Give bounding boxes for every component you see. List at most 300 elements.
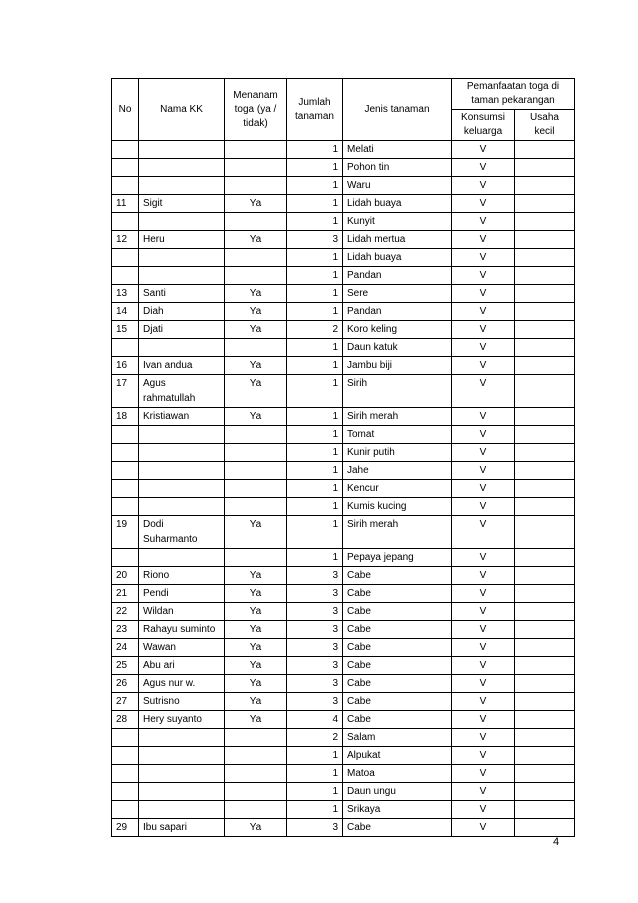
table-row [112,516,575,549]
cell-jenis-tanaman: Pepaya jepang [343,549,452,567]
cell-jenis-tanaman: Sirih [343,375,452,408]
cell-konsumsi: V [452,747,515,765]
cell-jumlah: 1 [287,549,343,567]
cell-menanam-toga [225,480,287,498]
cell-menanam-toga: Ya [225,657,287,675]
cell-usaha [515,195,575,213]
cell-nama-kk: Ibu sapari [139,819,225,837]
cell-menanam-toga [225,267,287,285]
cell-menanam-toga [225,339,287,357]
cell-no: 24 [112,639,139,657]
cell-jumlah: 1 [287,339,343,357]
cell-menanam-toga [225,213,287,231]
cell-nama-kk [139,549,225,567]
cell-menanam-toga: Ya [225,675,287,693]
cell-jumlah: 1 [287,801,343,819]
cell-usaha [515,408,575,426]
cell-usaha [515,711,575,729]
cell-jumlah: 3 [287,567,343,585]
cell-jenis-tanaman: Lidah buaya [343,195,452,213]
cell-no [112,480,139,498]
cell-no: 23 [112,621,139,639]
cell-menanam-toga [225,801,287,819]
table-row [112,159,575,177]
table-row [112,303,575,321]
cell-no [112,783,139,801]
cell-jumlah: 1 [287,285,343,303]
cell-nama-kk: Heru [139,231,225,249]
cell-konsumsi: V [452,549,515,567]
table-row [112,693,575,711]
cell-konsumsi: V [452,603,515,621]
cell-jenis-tanaman: Waru [343,177,452,195]
cell-menanam-toga [225,249,287,267]
cell-menanam-toga: Ya [225,408,287,426]
cell-jumlah: 1 [287,375,343,408]
cell-jumlah: 3 [287,693,343,711]
cell-no [112,177,139,195]
cell-usaha [515,639,575,657]
cell-no: 21 [112,585,139,603]
table-row [112,213,575,231]
cell-jenis-tanaman: Jambu biji [343,357,452,375]
header-usaha: Usaha kecil [515,110,575,141]
cell-konsumsi: V [452,375,515,408]
cell-nama-kk: Rahayu suminto [139,621,225,639]
cell-menanam-toga [225,498,287,516]
table-row [112,339,575,357]
cell-no: 16 [112,357,139,375]
cell-no [112,549,139,567]
table-row [112,765,575,783]
cell-nama-kk: Abu ari [139,657,225,675]
table-row [112,177,575,195]
table-row [112,711,575,729]
cell-jenis-tanaman: Cabe [343,639,452,657]
cell-konsumsi: V [452,516,515,549]
cell-jumlah: 1 [287,480,343,498]
cell-no [112,249,139,267]
cell-jumlah: 1 [287,516,343,549]
cell-jenis-tanaman: Alpukat [343,747,452,765]
cell-jenis-tanaman: Pandan [343,303,452,321]
header-menanam-toga: Menanam toga (ya / tidak) [225,79,287,141]
cell-no: 28 [112,711,139,729]
cell-no: 25 [112,657,139,675]
cell-menanam-toga [225,444,287,462]
cell-konsumsi: V [452,729,515,747]
table-row [112,231,575,249]
cell-konsumsi: V [452,159,515,177]
table-row [112,603,575,621]
cell-usaha [515,444,575,462]
cell-usaha [515,177,575,195]
cell-jumlah: 1 [287,303,343,321]
cell-konsumsi: V [452,657,515,675]
table-row [112,408,575,426]
cell-konsumsi: V [452,498,515,516]
cell-menanam-toga: Ya [225,357,287,375]
cell-jumlah: 1 [287,498,343,516]
cell-jumlah: 3 [287,621,343,639]
cell-usaha [515,675,575,693]
cell-usaha [515,321,575,339]
cell-konsumsi: V [452,621,515,639]
cell-usaha [515,765,575,783]
cell-no: 22 [112,603,139,621]
cell-no [112,267,139,285]
header-pemanfaatan: Pemanfaatan toga di taman pekarangan [452,79,575,110]
cell-menanam-toga: Ya [225,195,287,213]
table-row [112,285,575,303]
cell-usaha [515,603,575,621]
table-row [112,567,575,585]
cell-menanam-toga: Ya [225,603,287,621]
cell-no: 19 [112,516,139,549]
cell-nama-kk: Wildan [139,603,225,621]
cell-menanam-toga [225,177,287,195]
cell-usaha [515,375,575,408]
cell-konsumsi: V [452,585,515,603]
cell-usaha [515,462,575,480]
cell-konsumsi: V [452,213,515,231]
cell-jumlah: 2 [287,729,343,747]
header-jenis-tanaman: Jenis tanaman [343,79,452,141]
cell-jenis-tanaman: Matoa [343,765,452,783]
cell-nama-kk: Kristiawan [139,408,225,426]
cell-jenis-tanaman: Cabe [343,621,452,639]
cell-nama-kk [139,267,225,285]
cell-jumlah: 3 [287,675,343,693]
cell-konsumsi: V [452,231,515,249]
cell-menanam-toga: Ya [225,303,287,321]
cell-nama-kk [139,213,225,231]
cell-no [112,159,139,177]
table-row [112,819,575,837]
cell-no [112,747,139,765]
header-no: No [112,79,139,141]
cell-konsumsi: V [452,321,515,339]
cell-konsumsi: V [452,267,515,285]
cell-nama-kk [139,177,225,195]
cell-no [112,444,139,462]
cell-no: 18 [112,408,139,426]
cell-nama-kk: Djati [139,321,225,339]
cell-konsumsi: V [452,639,515,657]
cell-jumlah: 3 [287,819,343,837]
cell-menanam-toga: Ya [225,639,287,657]
cell-usaha [515,783,575,801]
cell-menanam-toga [225,783,287,801]
cell-nama-kk [139,426,225,444]
cell-nama-kk: Agus nur w. [139,675,225,693]
cell-nama-kk [139,765,225,783]
cell-jumlah: 1 [287,426,343,444]
cell-jumlah: 3 [287,657,343,675]
cell-menanam-toga: Ya [225,567,287,585]
table-row [112,747,575,765]
cell-jumlah: 1 [287,357,343,375]
cell-jumlah: 1 [287,159,343,177]
cell-nama-kk: Diah [139,303,225,321]
cell-jenis-tanaman: Sirih merah [343,516,452,549]
table-row [112,141,575,159]
cell-menanam-toga: Ya [225,516,287,549]
cell-menanam-toga: Ya [225,693,287,711]
cell-no: 13 [112,285,139,303]
cell-jenis-tanaman: Srikaya [343,801,452,819]
cell-nama-kk [139,249,225,267]
cell-no [112,339,139,357]
cell-menanam-toga: Ya [225,621,287,639]
cell-nama-kk: Wawan [139,639,225,657]
cell-jumlah: 1 [287,783,343,801]
table-row [112,444,575,462]
cell-usaha [515,801,575,819]
cell-jenis-tanaman: Cabe [343,657,452,675]
cell-no: 14 [112,303,139,321]
cell-konsumsi: V [452,141,515,159]
cell-konsumsi: V [452,177,515,195]
cell-menanam-toga: Ya [225,285,287,303]
cell-nama-kk: Hery suyanto [139,711,225,729]
cell-usaha [515,303,575,321]
cell-jumlah: 1 [287,249,343,267]
table-row [112,426,575,444]
cell-jumlah: 3 [287,639,343,657]
cell-konsumsi: V [452,285,515,303]
header-nama-kk: Nama KK [139,79,225,141]
cell-usaha [515,747,575,765]
cell-jenis-tanaman: Melati [343,141,452,159]
cell-nama-kk [139,801,225,819]
table-row [112,639,575,657]
table-row [112,195,575,213]
cell-jumlah: 1 [287,408,343,426]
cell-usaha [515,357,575,375]
toga-table [111,78,575,837]
table-row [112,621,575,639]
cell-jumlah: 1 [287,213,343,231]
cell-menanam-toga [225,747,287,765]
cell-jumlah: 1 [287,177,343,195]
cell-jumlah: 3 [287,585,343,603]
cell-jenis-tanaman: Daun ungu [343,783,452,801]
cell-usaha [515,339,575,357]
cell-usaha [515,693,575,711]
cell-menanam-toga [225,159,287,177]
cell-nama-kk: Agus rahmatullah [139,375,225,408]
header-konsumsi: Konsumsi keluarga [452,110,515,141]
cell-nama-kk: Santi [139,285,225,303]
cell-jenis-tanaman: Koro keling [343,321,452,339]
cell-jumlah: 1 [287,747,343,765]
cell-menanam-toga [225,549,287,567]
cell-menanam-toga [225,462,287,480]
cell-usaha [515,621,575,639]
cell-konsumsi: V [452,426,515,444]
cell-nama-kk: Ivan andua [139,357,225,375]
table-body [112,141,575,837]
cell-konsumsi: V [452,249,515,267]
cell-usaha [515,141,575,159]
cell-nama-kk [139,339,225,357]
cell-jenis-tanaman: Cabe [343,567,452,585]
cell-menanam-toga: Ya [225,231,287,249]
cell-konsumsi: V [452,339,515,357]
cell-konsumsi: V [452,567,515,585]
cell-konsumsi: V [452,480,515,498]
cell-jumlah: 1 [287,462,343,480]
cell-usaha [515,567,575,585]
cell-menanam-toga [225,729,287,747]
cell-jenis-tanaman: Kencur [343,480,452,498]
cell-usaha [515,819,575,837]
cell-jenis-tanaman: Cabe [343,603,452,621]
cell-usaha [515,585,575,603]
cell-jumlah: 1 [287,267,343,285]
cell-nama-kk [139,444,225,462]
cell-konsumsi: V [452,675,515,693]
table-row [112,585,575,603]
cell-jenis-tanaman: Sirih merah [343,408,452,426]
table-row [112,321,575,339]
cell-usaha [515,549,575,567]
cell-konsumsi: V [452,783,515,801]
cell-jenis-tanaman: Cabe [343,711,452,729]
cell-nama-kk [139,729,225,747]
cell-no: 29 [112,819,139,837]
cell-menanam-toga: Ya [225,321,287,339]
cell-jumlah: 1 [287,444,343,462]
cell-nama-kk: Riono [139,567,225,585]
cell-menanam-toga: Ya [225,711,287,729]
cell-no [112,765,139,783]
cell-jenis-tanaman: Cabe [343,585,452,603]
table-row [112,462,575,480]
cell-jumlah: 1 [287,141,343,159]
cell-konsumsi: V [452,357,515,375]
cell-nama-kk [139,783,225,801]
header-row [112,79,575,110]
cell-jenis-tanaman: Jahe [343,462,452,480]
cell-no: 17 [112,375,139,408]
cell-nama-kk [139,498,225,516]
cell-menanam-toga: Ya [225,585,287,603]
cell-jumlah: 3 [287,603,343,621]
cell-usaha [515,426,575,444]
cell-jumlah: 3 [287,231,343,249]
cell-konsumsi: V [452,801,515,819]
cell-no: 26 [112,675,139,693]
cell-usaha [515,516,575,549]
cell-nama-kk: Sutrisno [139,693,225,711]
cell-konsumsi: V [452,462,515,480]
cell-no: 12 [112,231,139,249]
cell-no: 15 [112,321,139,339]
cell-jenis-tanaman: Cabe [343,819,452,837]
table-row [112,729,575,747]
cell-jenis-tanaman: Kunir putih [343,444,452,462]
cell-jumlah: 2 [287,321,343,339]
cell-konsumsi: V [452,303,515,321]
cell-konsumsi: V [452,765,515,783]
cell-jenis-tanaman: Sere [343,285,452,303]
table-row [112,375,575,408]
cell-nama-kk: Sigit [139,195,225,213]
cell-konsumsi: V [452,819,515,837]
cell-menanam-toga [225,141,287,159]
cell-jumlah: 1 [287,765,343,783]
cell-menanam-toga: Ya [225,819,287,837]
table-row [112,801,575,819]
cell-jenis-tanaman: Daun katuk [343,339,452,357]
table-row [112,783,575,801]
cell-no: 11 [112,195,139,213]
cell-nama-kk: Dodi Suharmanto [139,516,225,549]
cell-usaha [515,213,575,231]
cell-nama-kk [139,480,225,498]
cell-konsumsi: V [452,195,515,213]
page-number: 4 [553,836,560,848]
table-row [112,675,575,693]
cell-no: 20 [112,567,139,585]
cell-no [112,801,139,819]
cell-jenis-tanaman: Salam [343,729,452,747]
cell-nama-kk [139,462,225,480]
table-row [112,267,575,285]
cell-jenis-tanaman: Cabe [343,675,452,693]
cell-jumlah: 4 [287,711,343,729]
cell-no [112,498,139,516]
cell-usaha [515,480,575,498]
cell-jenis-tanaman: Pohon tin [343,159,452,177]
cell-nama-kk [139,159,225,177]
cell-jenis-tanaman: Cabe [343,693,452,711]
cell-no [112,729,139,747]
cell-jenis-tanaman: Pandan [343,267,452,285]
table-row [112,480,575,498]
cell-usaha [515,285,575,303]
cell-no [112,141,139,159]
cell-jenis-tanaman: Lidah mertua [343,231,452,249]
cell-menanam-toga [225,765,287,783]
cell-usaha [515,498,575,516]
cell-nama-kk: Pendi [139,585,225,603]
cell-usaha [515,231,575,249]
cell-nama-kk [139,747,225,765]
cell-usaha [515,657,575,675]
cell-usaha [515,159,575,177]
cell-konsumsi: V [452,408,515,426]
table-row [112,357,575,375]
header-jumlah-tanaman: Jumlah tanaman [287,79,343,141]
cell-jenis-tanaman: Lidah buaya [343,249,452,267]
cell-no [112,462,139,480]
cell-no: 27 [112,693,139,711]
cell-usaha [515,729,575,747]
cell-menanam-toga [225,426,287,444]
cell-menanam-toga: Ya [225,375,287,408]
table-row [112,249,575,267]
cell-konsumsi: V [452,711,515,729]
cell-jenis-tanaman: Tomat [343,426,452,444]
cell-konsumsi: V [452,444,515,462]
cell-no [112,426,139,444]
cell-usaha [515,267,575,285]
table-row [112,549,575,567]
cell-jumlah: 1 [287,195,343,213]
